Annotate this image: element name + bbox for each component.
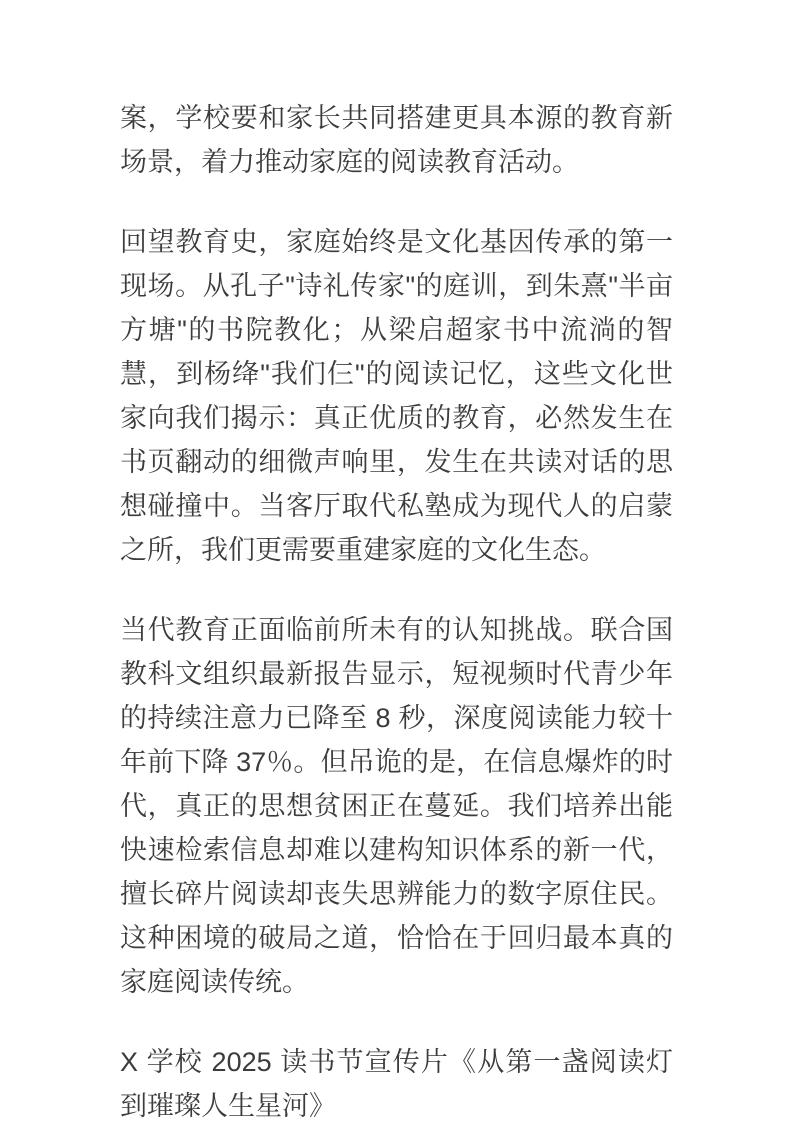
paragraph: 案，学校要和家长共同搭建更具本源的教育新场景，着力推动家庭的阅读教育活动。 <box>120 103 673 177</box>
document-body <box>120 96 673 1122</box>
paragraph: 当代教育正面临前所未有的认知挑战。联合国教科文组织最新报告显示，短视频时代青少年的持续注意力已降至 8 秒，深度阅读能力较十年前下降 37％。但吊诡的是，在信息爆炸的时代，真正的思想贫困正在蔓延。我们培养出能快速检索信息却难以建构知识体系的新一代，擅长碎片阅读却丧失思辨能力的数字原住民。这种困境的破局之道，恰恰在于回归最本真的家庭阅读传统。 <box>120 615 673 997</box>
paragraph: X 学校 2025 读书节宣传片《从第一盏阅读灯到璀璨人生星河》 <box>120 1047 673 1121</box>
paragraph: 回望教育史，家庭始终是文化基因传承的第一现场。从孔子"诗礼传家"的庭训，到朱熹"半亩方塘"的书院教化；从梁启超家书中流淌的智慧，到杨绛"我们仨"的阅读记忆，这些文化世家向我们揭示：真正优质的教育，必然发生在书页翻动的细微声响里，发生在共读对话的思想碰撞中。当客厅取代私塾成为现代人的启蒙之所，我们更需要重建家庭的文化生态。 <box>120 227 673 565</box>
